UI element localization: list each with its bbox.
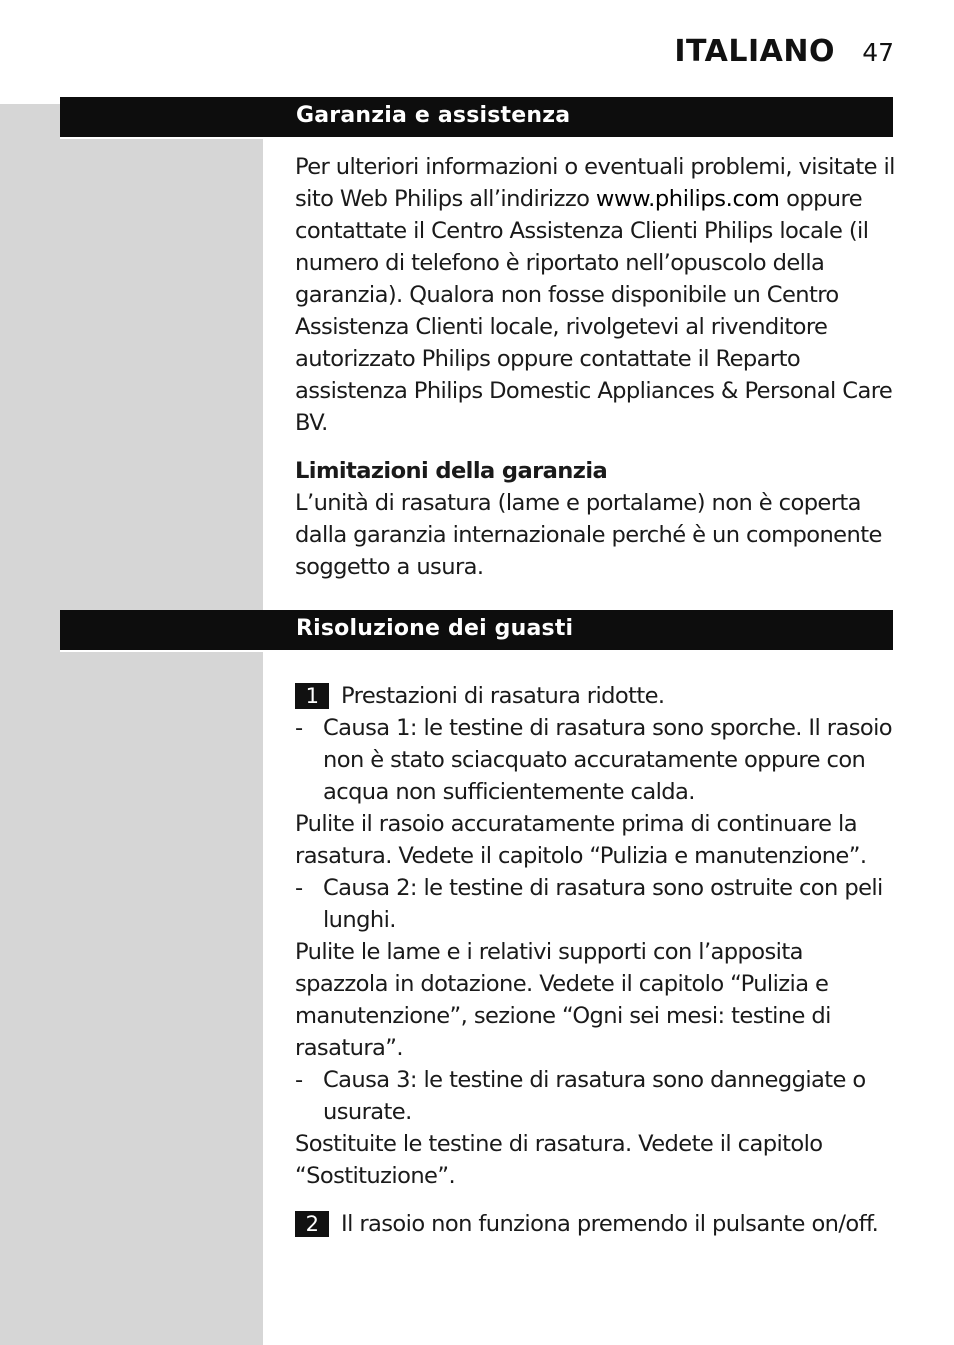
language-header: ITALIANO	[674, 34, 835, 69]
cause-2-text: Causa 2: le testine di rasatura sono ostruite con peli lunghi.	[323, 875, 883, 933]
cause-3-text: Causa 3: le testine di rasatura sono danneggiate o usurate.	[323, 1067, 866, 1125]
cause-3-item	[295, 1064, 895, 1128]
troubleshooting-content	[295, 680, 895, 1240]
section-title-troubleshooting: Risoluzione dei guasti	[296, 616, 574, 641]
step-number-badge: 2	[295, 1211, 329, 1237]
dash-marker: -	[295, 875, 303, 901]
step-2	[295, 1208, 895, 1240]
cause-2-item	[295, 872, 895, 936]
section-bar-warranty	[60, 97, 893, 139]
step-2-title: Il rasoio non funziona premendo il pulsante on/off.	[341, 1211, 879, 1237]
cause-1-item	[295, 712, 895, 808]
limits-heading: Limitazioni della garanzia	[295, 458, 608, 484]
dash-marker: -	[295, 1067, 303, 1093]
page-number: 47	[862, 38, 894, 67]
limits-text: L’unità di rasatura (lame e portalame) non è coperta dalla garanzia internazionale perché è un componente soggetto a usura.	[295, 490, 882, 580]
step-1-title: Prestazioni di rasatura ridotte.	[341, 683, 665, 709]
warranty-intro-paragraph	[295, 151, 895, 439]
remedy-3-text: Sostituite le testine di rasatura. Vedete il capitolo “Sostituzione”.	[295, 1131, 823, 1189]
step-number-badge: 1	[295, 683, 329, 709]
cause-1-text: Causa 1: le testine di rasatura sono sporche. Il rasoio non è stato sciacquato accuratamente oppure con acqua non sufficientemente calda.	[323, 715, 892, 805]
warranty-intro-text: Per ulteriori informazioni o eventuali problemi, visitate il sito Web Philips all’indirizzo	[295, 154, 895, 212]
section-title-warranty: Garanzia e assistenza	[296, 103, 571, 128]
philips-website-link[interactable]: www.philips.com	[595, 186, 780, 212]
warranty-intro-text-cont: oppure contattate il Centro Assistenza Clienti Philips locale (il numero di telefono è riportato nell’opuscolo della garanzia). Qualora non fosse disponibile un Centro Assistenza Clienti locale, rivolgetevi al rivenditore autorizzato Philips oppure contattate il Reparto assistenza Philips Domestic Appliances & Personal Care BV.	[295, 186, 893, 436]
step-1	[295, 680, 895, 712]
sidebar-gray-band	[0, 104, 263, 1345]
dash-marker: -	[295, 715, 303, 741]
warranty-content	[295, 151, 895, 583]
remedy-2-text: Pulite le lame e i relativi supporti con l’apposita spazzola in dotazione. Vedete il capitolo “Pulizia e manutenzione”, sezione “Ogni sei mesi: testine di rasatura”.	[295, 939, 831, 1061]
remedy-1-text: Pulite il rasoio accuratamente prima di continuare la rasatura. Vedete il capitolo “Pulizia e manutenzione”.	[295, 811, 867, 869]
section-bar-troubleshooting	[60, 610, 893, 652]
